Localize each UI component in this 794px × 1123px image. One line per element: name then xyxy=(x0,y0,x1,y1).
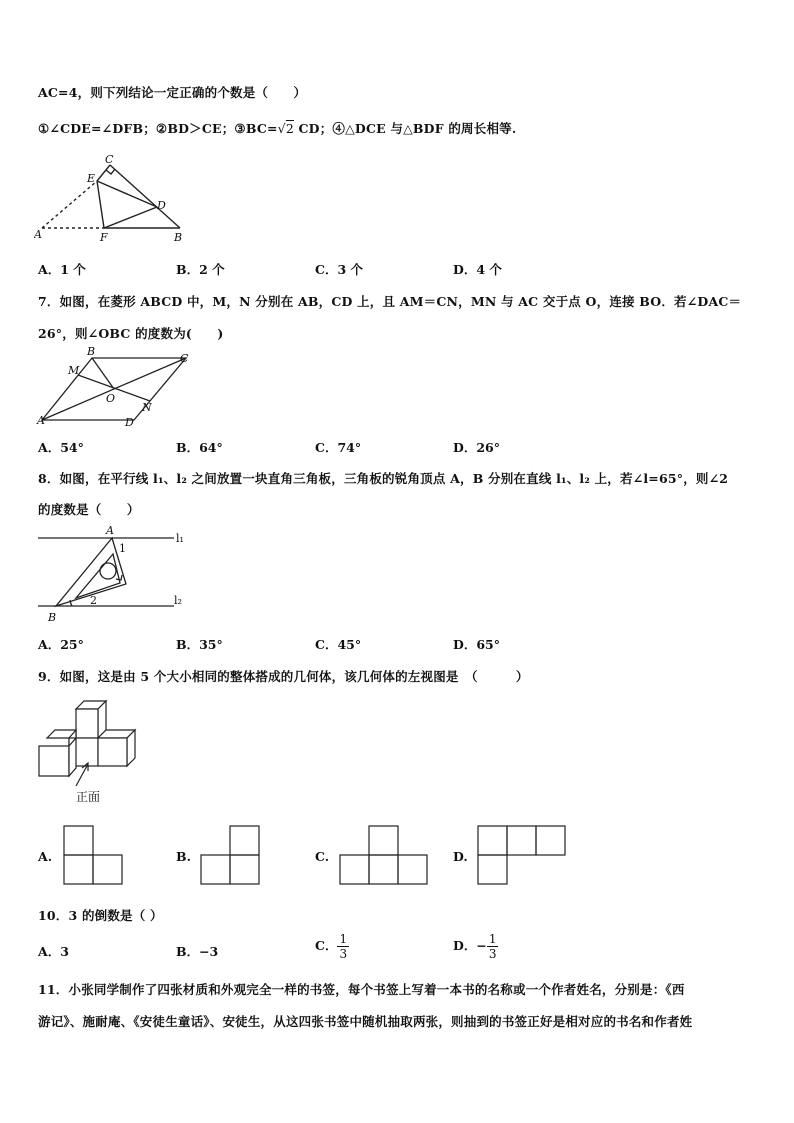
q10-option-c-prefix: C． xyxy=(315,938,338,953)
q7-option-b[interactable]: B．64° xyxy=(176,440,223,455)
label-l2: l₂ xyxy=(174,594,182,607)
q8-option-a[interactable]: A．25° xyxy=(38,637,84,652)
segment-CE xyxy=(97,165,110,181)
front-left-cube-face xyxy=(39,746,69,776)
q9-option-c-label[interactable]: C. xyxy=(315,849,330,864)
label-M: M xyxy=(68,364,80,377)
sqrt-symbol: √2 xyxy=(277,121,294,136)
q8-line2: 的度数是（ ） xyxy=(38,502,140,517)
label-angle-2: 2 xyxy=(90,594,97,607)
segment-CB xyxy=(110,165,180,228)
label-A: A xyxy=(37,414,45,427)
q8-option-c[interactable]: C．45° xyxy=(315,637,362,652)
q9-option-a-label[interactable]: A. xyxy=(38,849,53,864)
fraction-numerator: 1 xyxy=(488,932,497,946)
q7-option-d[interactable]: D．26° xyxy=(453,440,500,455)
q9-option-b-figure[interactable] xyxy=(200,825,260,885)
top-cube-front-face xyxy=(76,709,98,738)
label-D: D xyxy=(125,416,134,428)
label-l1: l₁ xyxy=(176,532,184,545)
label-C: C xyxy=(105,153,114,166)
q9-solid-figure xyxy=(34,694,144,806)
label-F: F xyxy=(100,231,108,244)
q6-option-a[interactable]: A．1 个 xyxy=(38,262,86,277)
label-A: A xyxy=(34,228,42,241)
q7-option-a[interactable]: A．54° xyxy=(38,440,84,455)
segment-EF xyxy=(97,181,104,228)
q6-statements xyxy=(38,119,516,137)
label-E: E xyxy=(87,172,96,185)
label-B: B xyxy=(174,231,183,244)
q7-line1: 7．如图，在菱形 ABCD 中，M，N 分别在 AB，CD 上，且 AM＝CN，MN 与 AC 交于点 O，连接 BO．若∠DAC＝ xyxy=(38,294,742,309)
q6-statements-part1: ①∠CDE=∠DFB；②BD＞CE；③BC= xyxy=(38,121,278,136)
segment-ED xyxy=(97,181,157,207)
q11-line2: 游记》、施耐庵、《安徒生童话》、安徒生，从这四张书签中随机抽取两张，则抽到的书签正好是相对应的书名和作者姓 xyxy=(38,1014,693,1029)
q6-text: AC=4，则下列结论一定正确的个数是（ ） xyxy=(38,85,307,100)
q6-figure xyxy=(34,152,190,248)
q9-option-a-figure[interactable] xyxy=(63,825,123,885)
label-B: B xyxy=(48,611,57,624)
sqrt-radicand: 2 xyxy=(285,121,294,136)
q9-option-d-figure[interactable] xyxy=(477,825,566,885)
q6-statements-part2: CD；④△DCE 与△BDF 的周长相等. xyxy=(298,121,517,136)
q9-option-b-label[interactable]: B. xyxy=(176,849,191,864)
q11-line1: 11．小张同学制作了四张材质和外观完全一样的书签，每个书签上写着一本书的名称或一个作者姓名，分别是：《西 xyxy=(38,982,685,997)
triangle-hole xyxy=(100,563,116,579)
q8-line1: 8．如图，在平行线 l₁、l₂ 之间放置一块直角三角板，三角板的锐角顶点 A，B 分别在直线 l₁、l₂ 上，若∠l=65°，则∠2 xyxy=(38,471,729,486)
q10-option-d-fraction xyxy=(487,932,499,961)
label-B: B xyxy=(87,345,96,358)
label-O: O xyxy=(106,392,116,405)
q6-option-b[interactable]: B．2 个 xyxy=(176,262,225,277)
q6-option-c[interactable]: C．3 个 xyxy=(315,262,363,277)
front-right-cube-face xyxy=(98,738,127,766)
q6-option-d[interactable]: D．4 个 xyxy=(453,262,502,277)
label-D: D xyxy=(157,199,166,212)
q8-figure xyxy=(34,522,194,624)
label-C: C xyxy=(180,352,189,365)
q10-line1: 10．3 的倒数是（ ） xyxy=(38,908,163,923)
fraction-numerator: 1 xyxy=(339,932,348,946)
q7-line2: 26°，则∠OBC 的度数为( ) xyxy=(38,326,224,341)
segment-FD xyxy=(104,207,157,228)
label-A: A xyxy=(106,524,114,537)
label-N: N xyxy=(142,401,152,414)
q8-option-b[interactable]: B．35° xyxy=(176,637,223,652)
q9-option-d-label[interactable]: D. xyxy=(453,849,468,864)
q9-line1: 9．如图，这是由 5 个大小相同的整体搭成的几何体，该几何体的左视图是 （ ） xyxy=(38,669,529,684)
label-angle-1: 1 xyxy=(119,542,126,555)
q10-option-a[interactable]: A．3 xyxy=(38,944,69,959)
segment-AE xyxy=(42,181,97,228)
q10-option-d-prefix: D．− xyxy=(453,938,487,953)
right-angle-mark-C xyxy=(106,169,115,174)
front-view-label: 正面 xyxy=(76,790,101,804)
q7-figure xyxy=(34,344,196,428)
fraction-denominator: 3 xyxy=(488,947,497,961)
fraction-denominator: 3 xyxy=(339,947,348,961)
q10-option-d[interactable] xyxy=(453,932,498,961)
q10-option-b[interactable]: B．−3 xyxy=(176,944,219,959)
q10-option-c[interactable] xyxy=(315,932,349,961)
q9-option-c-figure[interactable] xyxy=(339,825,428,885)
q10-option-c-fraction xyxy=(337,932,349,961)
q7-option-c[interactable]: C．74° xyxy=(315,440,362,455)
q8-option-d[interactable]: D．65° xyxy=(453,637,500,652)
